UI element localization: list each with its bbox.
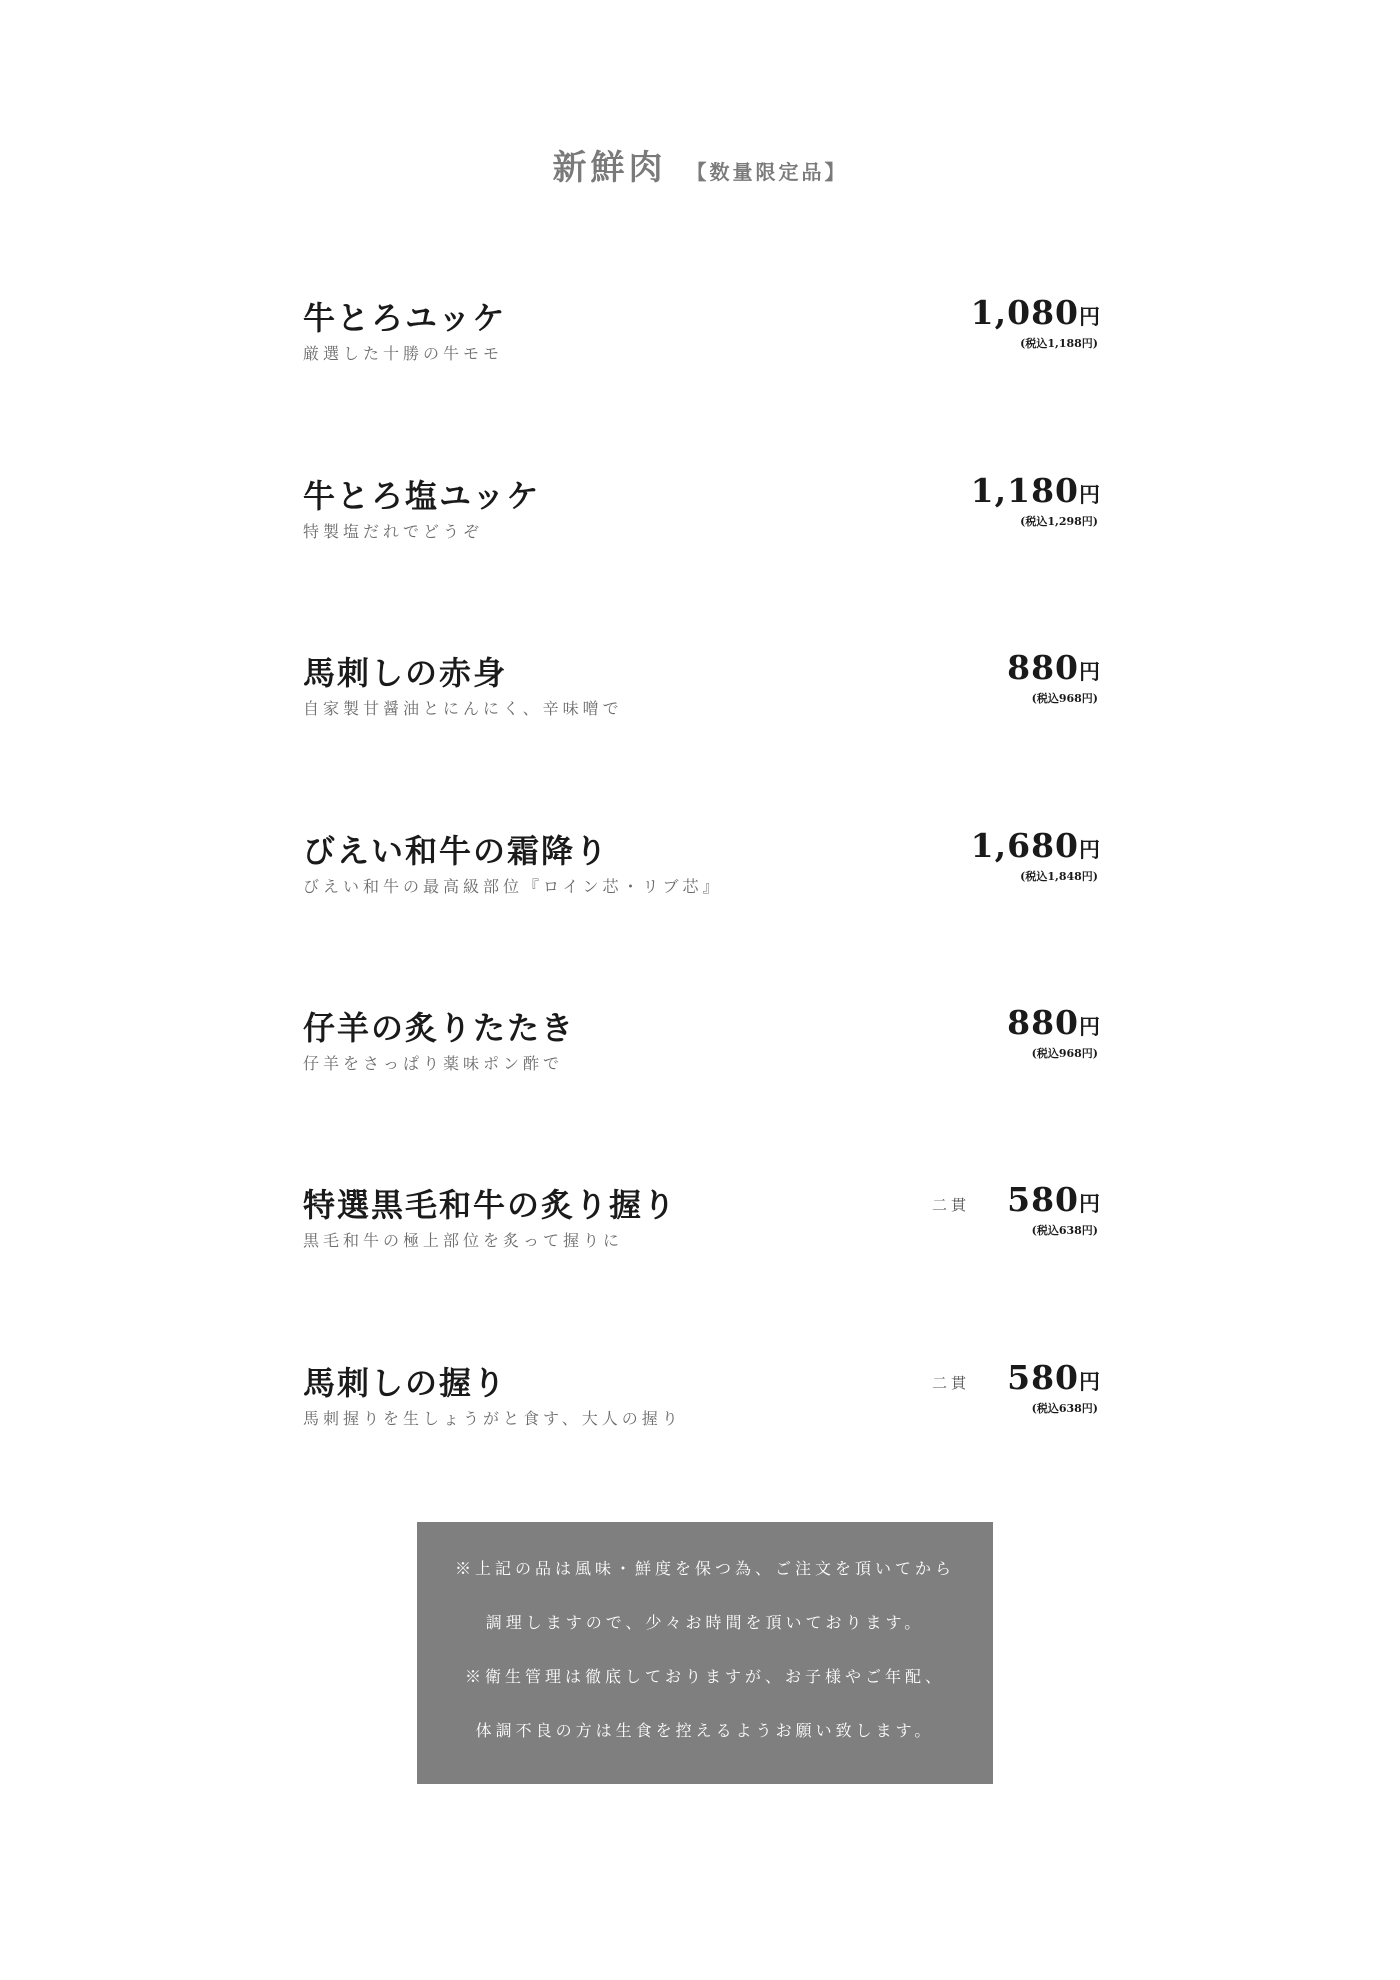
item-price: 580 [1007, 1180, 1079, 1219]
item-price: 1,680 [970, 826, 1079, 865]
price-block [960, 1003, 1100, 1061]
item-name: びえい和牛の霜降り [303, 832, 610, 870]
item-description: 黒毛和牛の極上部位を炙って握りに [303, 1231, 624, 1250]
tax-included-price: (税込968円) [1031, 1047, 1098, 1060]
tax-included-price: (税込1,188円) [1020, 337, 1098, 350]
item-name: 馬刺しの赤身 [303, 654, 508, 692]
page-subtitle: 【数量限定品】 [686, 160, 848, 184]
item-price: 1,180 [970, 471, 1079, 510]
item-description: びえい和牛の最高級部位『ロイン芯・リブ芯』 [303, 877, 723, 896]
notice-line: ※衛生管理は徹底しておりますが、お子様やご年配、 [464, 1667, 945, 1686]
menu-item [303, 648, 1100, 738]
tax-included-price: (税込1,298円) [1020, 515, 1098, 528]
item-name: 牛とろ塩ユッケ [303, 477, 541, 515]
price-unit: 円 [1079, 1191, 1100, 1216]
item-name: 牛とろユッケ [303, 299, 507, 337]
price-unit: 円 [1079, 1014, 1100, 1039]
item-price: 1,080 [970, 293, 1079, 332]
price-unit: 円 [1079, 837, 1100, 862]
menu-item [303, 293, 1100, 383]
menu-item [303, 1003, 1100, 1093]
item-quantity: 二貫 [931, 1196, 970, 1214]
tax-included-price: (税込968円) [1031, 692, 1098, 705]
menu-item [303, 826, 1100, 916]
item-description: 自家製甘醤油とにんにく、辛味噌で [303, 699, 623, 718]
price-unit: 円 [1079, 304, 1100, 329]
notice-line: 体調不良の方は生食を控えるようお願い致します。 [475, 1721, 935, 1740]
item-description: 厳選した十勝の牛モモ [303, 344, 504, 363]
price-block [960, 648, 1100, 706]
tax-included-price: (税込638円) [1031, 1402, 1098, 1415]
menu-item [303, 1358, 1100, 1448]
item-price: 580 [1007, 1358, 1079, 1397]
price-unit: 円 [1079, 482, 1100, 507]
price-block [960, 1180, 1100, 1238]
price-block [960, 1358, 1100, 1416]
notice-line: ※上記の品は風味・鮮度を保つ為、ご注文を頂いてから [454, 1559, 955, 1578]
item-name: 特選黒毛和牛の炙り握り [303, 1186, 678, 1224]
item-description: 仔羊をさっぱり薬味ポン酢で [303, 1054, 564, 1073]
notice-box [417, 1522, 993, 1784]
price-unit: 円 [1079, 1369, 1100, 1394]
menu-item [303, 471, 1100, 561]
item-quantity: 二貫 [931, 1374, 970, 1392]
item-price: 880 [1007, 648, 1079, 687]
notice-line: 調理しますので、少々お時間を頂いております。 [485, 1613, 925, 1632]
price-unit: 円 [1079, 659, 1100, 684]
item-name: 馬刺しの握り [303, 1364, 508, 1402]
item-description: 特製塩だれでどうぞ [303, 522, 484, 541]
item-description: 馬刺握りを生しょうがと食す、大人の握り [303, 1409, 682, 1428]
price-block [960, 826, 1100, 884]
page-title: 新鮮肉 [552, 148, 667, 188]
price-block [960, 293, 1100, 351]
tax-included-price: (税込638円) [1031, 1224, 1098, 1237]
tax-included-price: (税込1,848円) [1020, 870, 1098, 883]
menu-item [303, 1180, 1100, 1270]
item-price: 880 [1007, 1003, 1079, 1042]
price-block [960, 471, 1100, 529]
item-name: 仔羊の炙りたたき [303, 1009, 576, 1047]
menu-header [0, 140, 1400, 189]
